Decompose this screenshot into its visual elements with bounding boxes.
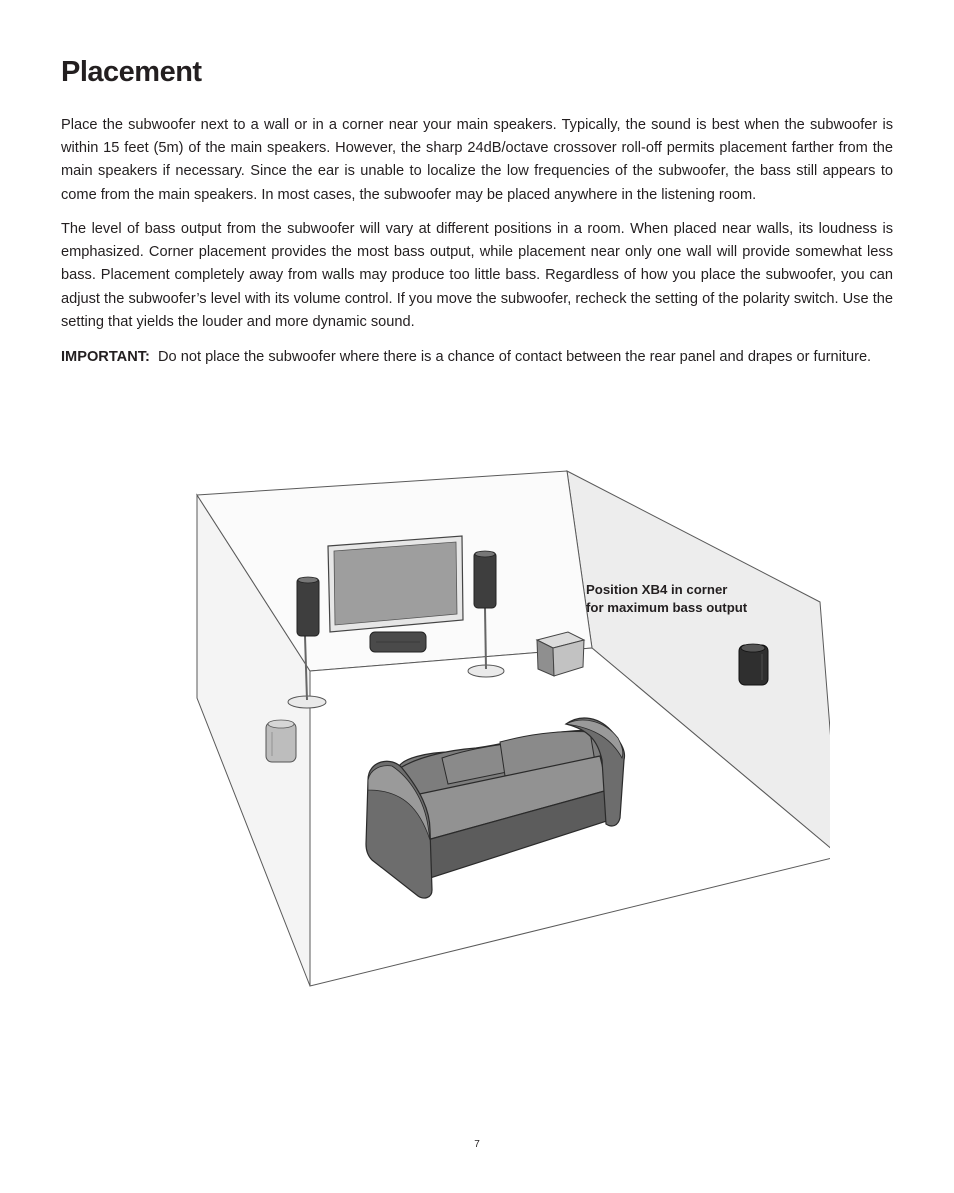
center-speaker-icon (370, 632, 426, 652)
subwoofer-icon (537, 632, 584, 676)
tv-icon (328, 536, 463, 632)
important-note (61, 346, 893, 369)
left-surround-speaker-icon (266, 720, 296, 762)
room-placement-diagram (190, 465, 830, 990)
page-number: 7 (474, 1139, 480, 1150)
subwoofer-callout: Position XB4 in corner for maximum bass output (586, 582, 748, 615)
right-surround-speaker-icon (739, 644, 768, 685)
important-text: Do not place the subwoofer where there is a chance of contact between the rear panel and drapes or furniture. (158, 349, 872, 365)
important-label: IMPORTANT: (61, 349, 150, 365)
intro-paragraph: Place the subwoofer next to a wall or in a corner near your main speakers. Typically, the sound is best when the subwoofer is within 15 feet (5m) of the main speakers. However, the sharp 24dB/octave crossover roll-off permits placement farther from the main speakers if necessary. Since the ear is unable to localize the low frequencies of the subwoofer, the bass still appears to come from the main speakers. In most cases, the subwoofer may be placed anywhere in the listening room. (61, 117, 893, 203)
page-title: Placement (61, 56, 202, 88)
bass-level-paragraph: The level of bass output from the subwoofer will vary at different positions in a room. When placed near walls, its loudness is emphasized. Corner placement provides the most bass output, while placement near only one wall will provide somewhat less bass. Placement completely away from walls may produce too little bass. Regardless of how you place the subwoofer, you can adjust the subwoofer’s level with its volume control. If you move the subwoofer, recheck the setting of the polarity switch. Use the setting that yields the louder and more dynamic sound. (61, 221, 893, 330)
